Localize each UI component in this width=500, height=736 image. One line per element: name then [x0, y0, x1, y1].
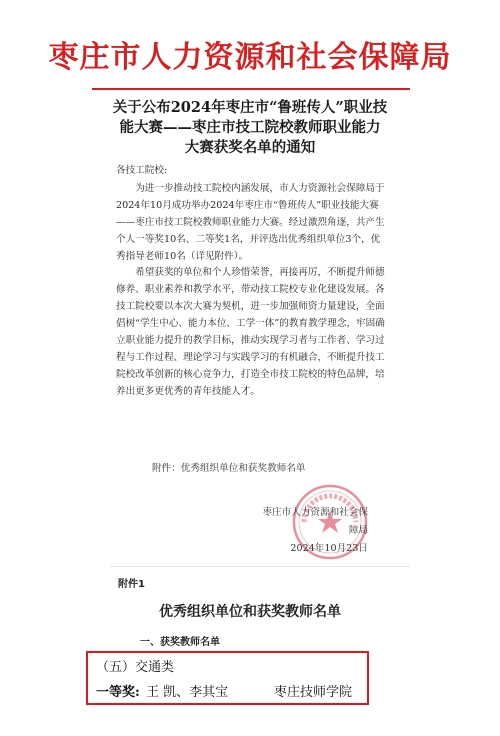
- notice-title: [70, 98, 430, 158]
- signature-org: 枣庄市人力资源和社会保障局: [262, 507, 368, 536]
- notice-title-line: 关于公布2024年枣庄市“鲁班传人”职业技: [112, 99, 388, 116]
- letterhead-title: 枣庄市人力资源和社会保障局: [48, 40, 452, 75]
- attachment-note: 附件：优秀组织单位和获奖教师名单: [152, 463, 306, 474]
- body-paragraph-2: 希望获奖的单位和个人珍惜荣誉，再接再厉，不断提升师德修养、职业素养和教学水平，带动技工院校专业化建设发展。各技工院校要以本次大赛为契机，进一步加强师资力量建设，全面倡树“学生中心、能力本位、工学一体”的教育教学理念，牢固确立职业能力提升的教学目标，推动实现学习者与工作者、学习过程与工作过程、理论学习与实践学习的有机融合，不断提升技工院校改革创新的核心竞争力，打造全市技工院校的特色品牌，培养出更多更优秀的青年技能人才。: [116, 267, 385, 397]
- signature-date: 2024年10月23日: [290, 543, 368, 554]
- award-winners: 王 凯、李其宝: [145, 685, 229, 700]
- page-divider: [110, 566, 410, 567]
- award-label: 一等奖:: [96, 685, 140, 700]
- salutation: 各技工院校:: [116, 165, 168, 176]
- signature-block: [254, 504, 368, 558]
- body-paragraph-1: 为进一步推动技工院校内涵发展，市人力资源社会保障局于2024年10月成功举办2024年枣庄市“鲁班传人”职业技能大赛——枣庄市技工院校教师职业能力大赛。经过激烈角逐，共产生个人一等奖10名、二等奖1名，并评选出优秀组织单位3个，优秀指导老师10名（详见附件）。: [116, 183, 385, 262]
- letterhead-rule: [92, 88, 410, 90]
- attachment-label: 附件1: [118, 579, 145, 590]
- award-category: （五）交通类: [96, 660, 175, 675]
- notice-title-line: 能大赛——枣庄市技工院校教师职业能力: [119, 119, 381, 136]
- award-school: 枣庄技师学院: [274, 685, 353, 700]
- notice-title-line: 大赛获奖名单的通知: [184, 139, 316, 156]
- award-line: [96, 681, 353, 700]
- attachment-title: 优秀组织单位和获奖教师名单: [159, 604, 341, 620]
- section-heading: 一、获奖教师名单: [140, 637, 220, 648]
